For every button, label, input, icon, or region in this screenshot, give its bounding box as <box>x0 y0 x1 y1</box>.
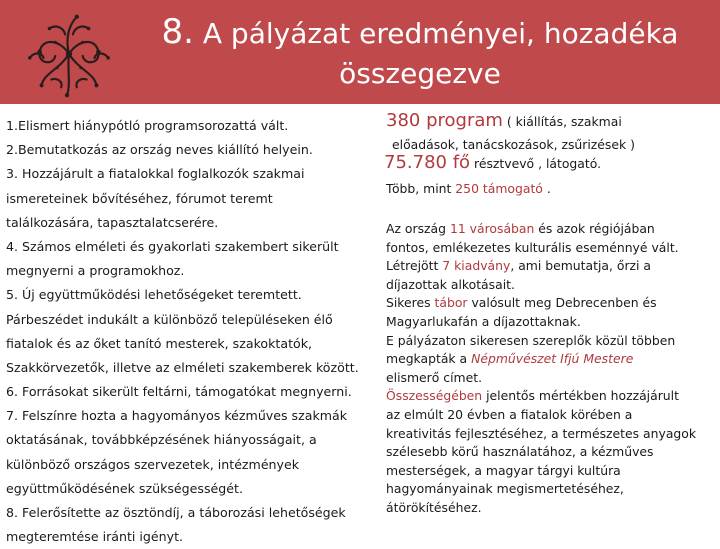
list-line: 1.Elismert hiánypótló programsorozattá vált. <box>6 118 289 133</box>
summary-line: fontos, emlékezetes kulturális eseménnyé vált. <box>386 239 679 255</box>
summary-line <box>380 294 720 313</box>
list-line: 5. Új együttműködési lehetőségeket teremtett. <box>6 287 302 303</box>
summary-line: kreativitás fejlesztéséhez, a természetes anyagok <box>386 425 697 441</box>
summary-line: díjazottak alkotásait. <box>386 276 515 292</box>
summary-line: szélesebb körű használatához, a kézműves <box>386 444 654 460</box>
stat-sponsors-suffix: . <box>542 181 551 196</box>
highlight-publications: 7 kiadvány <box>442 258 511 274</box>
list-line: 2.Bemutatkozás az ország neves kiállító helyein. <box>6 142 313 158</box>
list-line: fiatalok és az őket tanító mesterek, szakoktatók, <box>6 335 313 351</box>
stat-participants-text: résztvevő , látogató. <box>470 156 602 171</box>
stat-sponsors-value: 250 támogató <box>455 181 543 196</box>
title-line-1 <box>120 12 720 54</box>
list-line: megnyerni a programokhoz. <box>6 263 185 279</box>
text-span: Az ország <box>386 221 450 236</box>
summary-line: E pályázaton sikeresen szereplők közül többen <box>386 332 676 348</box>
title-line-2: összegezve <box>339 57 501 90</box>
list-line: együttműködésének szükségességét. <box>6 480 243 496</box>
summary-line <box>380 387 720 406</box>
list-line: ismereteinek bővítéséhez, fórumot teremt <box>6 190 273 206</box>
title-number: 8. <box>161 12 194 52</box>
summary-line: az elmúlt 20 évben a fiatalok körében a <box>386 406 633 422</box>
summary-line <box>380 350 720 369</box>
summary-line: hagyományainak megismertetéséhez, <box>386 481 624 497</box>
stat-participants-value: 75.780 fő <box>384 152 471 173</box>
stat-participants <box>380 154 720 180</box>
highlight-camp: tábor <box>434 295 468 311</box>
summary-line: elismerő címet. <box>386 369 483 385</box>
summary-line: mesterségek, a magyar tárgyi kultúra <box>386 462 621 478</box>
list-line: Párbeszédet indukált a különböző településeken élő <box>6 311 333 327</box>
highlight-award-title: Népművészet Ifjú Mestere <box>471 351 634 367</box>
list-line: megteremtése iránti igényt. <box>6 529 184 545</box>
folk-ornament-icon <box>20 8 118 100</box>
summary-line <box>380 257 720 276</box>
title-banner <box>0 0 720 104</box>
list-line: 6. Forrásokat sikerült feltárni, támogatókat megnyerni. <box>6 384 352 400</box>
summary-line <box>380 220 720 239</box>
list-line: 3. Hozzájárult a fiatalokkal foglalkozók szakmai <box>6 166 305 182</box>
stat-programs-text: ( kiállítás, szakmai <box>502 114 622 129</box>
summary-line: Magyarlukafán a díjazottaknak. <box>386 313 581 329</box>
highlight-cities: 11 városában <box>449 221 535 236</box>
list-line: 4. Számos elméleti és gyakorlati szakembert sikerült <box>6 238 339 254</box>
text-span: Sikeres <box>386 295 435 311</box>
text-span: valósult meg Debrecenben és <box>467 295 657 311</box>
results-list <box>6 114 392 549</box>
text-span: , ami bemutatja, őrzi a <box>510 258 652 274</box>
stat-programs <box>380 112 720 136</box>
text-span: Létrejött <box>386 258 443 274</box>
stat-programs-detail: előadások, tanácskozások, zsűrizések ) <box>392 137 635 152</box>
title-text: A pályázat eredményei, hozadéka <box>193 17 679 50</box>
highlight-overall: Összességében <box>386 388 483 404</box>
page-title <box>120 12 720 94</box>
list-line: 8. Felerősítette az ösztöndíj, a táborozási lehetőségek <box>6 505 346 520</box>
list-line: találkozására, tapasztalatcserére. <box>6 214 219 230</box>
list-line: különböző országos szervezetek, intézmények <box>6 456 300 472</box>
list-line: 7. Felszínre hozta a hagyományos kézműves szakmák <box>6 408 348 424</box>
stat-sponsors-prefix: Több, mint <box>386 181 456 196</box>
statistics-column <box>380 112 720 518</box>
text-span: és azok régiójában <box>534 221 655 236</box>
summary-line: átörökítéséhez. <box>386 499 482 515</box>
text-span: jelentős mértékben hozzájárult <box>482 388 679 404</box>
stat-programs-value: 380 program <box>386 110 503 131</box>
list-line: Szakkörvezetők, illetve az elméleti szakemberek között. <box>6 359 359 375</box>
stat-sponsors <box>380 180 720 220</box>
list-line: oktatásának, továbbképzésének hiányosságait, a <box>6 432 317 448</box>
text-span: megkapták a <box>386 351 472 367</box>
